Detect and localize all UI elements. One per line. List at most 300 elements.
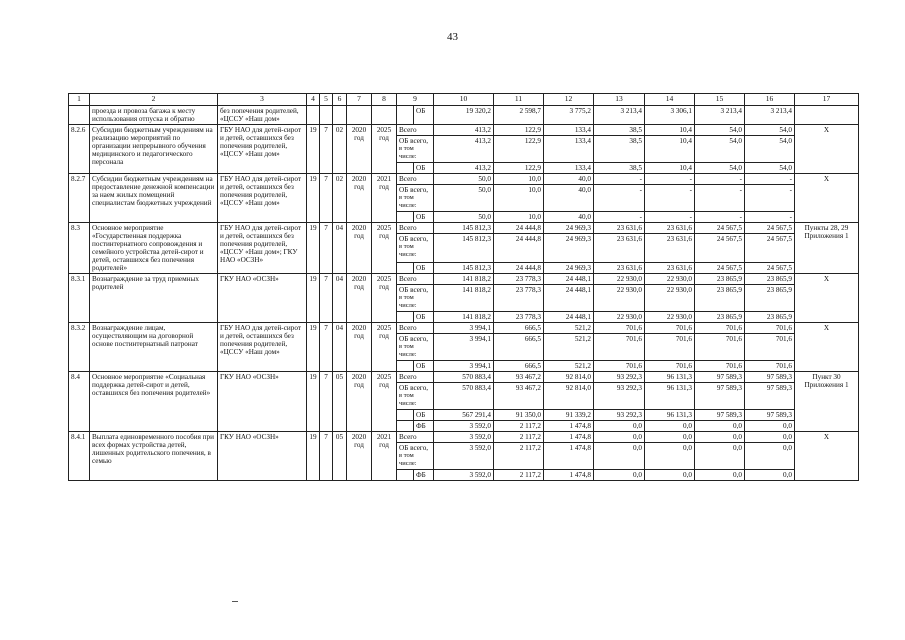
amount-cell: 24 969,3 [544, 234, 594, 262]
column-number-header: 17 [795, 94, 859, 106]
code-cell [307, 106, 320, 125]
amount-cell: 97 589,3 [695, 410, 745, 421]
amount-cell: 701,6 [745, 334, 795, 361]
amount-cell: 145 812,3 [434, 262, 494, 273]
code-cell: 04 [333, 274, 347, 323]
table-row [69, 125, 859, 136]
amount-cell: 133,4 [544, 125, 594, 136]
program-table [68, 93, 859, 481]
row-number-cell: 8.4 [69, 372, 90, 432]
column-number-header: 2 [90, 94, 218, 106]
amount-cell: 54,0 [745, 136, 795, 163]
amount-cell: 1 474,8 [544, 432, 594, 443]
column-number-header: 5 [320, 94, 333, 106]
end-year-cell: 2021 год [372, 432, 397, 481]
amount-cell: 93 292,3 [594, 410, 645, 421]
source-label-cell [397, 174, 434, 185]
source-label-cell [397, 125, 434, 136]
column-number-header: 16 [745, 94, 795, 106]
source-sublabel: в том числе: [399, 392, 417, 407]
code-cell [372, 106, 397, 125]
amount-cell: 23 631,6 [594, 223, 645, 234]
amount-cell: 3 592,0 [434, 470, 494, 481]
amount-cell: 54,0 [695, 136, 745, 163]
amount-cell: 50,0 [434, 212, 494, 223]
source-label-cell [397, 285, 434, 312]
column-number-header: 1 [69, 94, 90, 106]
amount-cell: - [695, 185, 745, 212]
source-sub-cell: ОБ [414, 410, 434, 421]
code-cell: 7 [320, 274, 333, 323]
source-label: ОБ всего, [399, 444, 429, 452]
code-cell: 7 [320, 223, 333, 274]
source-label-cell [397, 334, 434, 361]
reference-cell: X [795, 174, 859, 223]
row-number-cell [69, 106, 90, 125]
code-cell: 05 [333, 432, 347, 481]
amount-cell: 2 117,2 [494, 470, 544, 481]
amount-cell: 141 818,2 [434, 312, 494, 323]
table-row [69, 223, 859, 234]
row-number-cell: 8.4.1 [69, 432, 90, 481]
table-row [69, 106, 859, 125]
amount-cell: 133,4 [544, 163, 594, 174]
amount-cell: 92 814,0 [544, 383, 594, 410]
table-row [69, 372, 859, 383]
amount-cell: 40,0 [544, 212, 594, 223]
source-label: Всего [399, 126, 417, 134]
executor-cell: ГБУ НАО для детей-сирот и детей, оставшихся без попечения родителей, «ЦССУ «Наш дом» [218, 174, 307, 223]
amount-cell: 23 631,6 [594, 262, 645, 273]
amount-cell: 40,0 [544, 174, 594, 185]
code-cell: 04 [333, 223, 347, 274]
code-cell [333, 106, 347, 125]
amount-cell: 0,0 [645, 421, 695, 432]
amount-cell: 666,5 [494, 323, 544, 334]
reference-cell: X [795, 323, 859, 372]
amount-cell: 23 631,6 [594, 234, 645, 262]
amount-cell: 19 320,2 [434, 106, 494, 125]
source-sub-cell: ОБ [414, 361, 434, 372]
source-cell [397, 106, 414, 125]
amount-cell: - [594, 212, 645, 223]
amount-cell: 24 567,5 [745, 262, 795, 273]
end-year-cell: 2025 год [372, 223, 397, 274]
code-cell [320, 106, 333, 125]
table-row [69, 274, 859, 285]
amount-cell: 54,0 [695, 125, 745, 136]
amount-cell: 701,6 [695, 361, 745, 372]
activity-name-cell: проезда и провоза багажа к месту использования отпуска и обратно [90, 106, 218, 125]
amount-cell: 141 818,2 [434, 274, 494, 285]
column-number-header: 6 [333, 94, 347, 106]
amount-cell: - [745, 185, 795, 212]
header-row [69, 94, 859, 106]
column-number-header: 13 [594, 94, 645, 106]
code-cell: 02 [333, 125, 347, 174]
executor-cell: ГКУ НАО «ОСЗН» [218, 372, 307, 432]
code-cell [347, 106, 372, 125]
source-label: ОБ всего, [399, 286, 429, 294]
amount-cell: 97 589,3 [745, 372, 795, 383]
row-number-cell: 8.3 [69, 223, 90, 274]
end-year-cell: 2025 год [372, 372, 397, 432]
amount-cell: 23 631,6 [645, 262, 695, 273]
amount-cell: 93 292,3 [594, 383, 645, 410]
amount-cell: 122,9 [494, 163, 544, 174]
amount-cell: 24 444,8 [494, 223, 544, 234]
amount-cell: 701,6 [745, 361, 795, 372]
page-mark [232, 601, 238, 602]
row-number-cell: 8.2.7 [69, 174, 90, 223]
amount-cell: 0,0 [594, 421, 645, 432]
amount-cell: 10,0 [494, 174, 544, 185]
amount-cell: 1 474,8 [544, 443, 594, 470]
amount-cell: - [695, 212, 745, 223]
source-sublabel: в том числе: [399, 243, 417, 259]
table-row [69, 174, 859, 185]
source-indent-cell [397, 361, 414, 372]
amount-cell: 666,5 [494, 361, 544, 372]
source-indent-cell [397, 410, 414, 421]
amount-cell: 521,2 [544, 361, 594, 372]
amount-cell: 24 567,5 [695, 262, 745, 273]
amount-cell: 22 930,0 [594, 274, 645, 285]
end-year-cell: 2021 год [372, 174, 397, 223]
amount-cell: 92 814,0 [544, 372, 594, 383]
end-year-cell: 2025 год [372, 323, 397, 372]
amount-cell: 10,4 [645, 136, 695, 163]
source-sublabel: в том числе: [399, 343, 417, 358]
column-number-header: 12 [544, 94, 594, 106]
amount-cell: - [695, 174, 745, 185]
source-sublabel: в том числе: [399, 452, 417, 467]
reference-cell: X [795, 274, 859, 323]
amount-cell: 24 448,1 [544, 312, 594, 323]
amount-cell: 145 812,3 [434, 223, 494, 234]
start-year-cell: 2020 год [347, 372, 372, 432]
amount-cell: 3 994,1 [434, 334, 494, 361]
amount-cell: 23 778,3 [494, 285, 544, 312]
amount-cell: 91 350,0 [494, 410, 544, 421]
table-row [69, 323, 859, 334]
source-sub-cell: ОБ [414, 312, 434, 323]
code-cell: 7 [320, 372, 333, 432]
amount-cell: 122,9 [494, 125, 544, 136]
row-number-cell: 8.3.2 [69, 323, 90, 372]
amount-cell: 24 567,5 [695, 223, 745, 234]
start-year-cell: 2020 год [347, 174, 372, 223]
end-year-cell: 2025 год [372, 125, 397, 174]
amount-cell: 567 291,4 [434, 410, 494, 421]
amount-cell: 38,5 [594, 125, 645, 136]
amount-cell: 91 339,2 [544, 410, 594, 421]
amount-cell: 701,6 [745, 323, 795, 334]
amount-cell: 54,0 [695, 163, 745, 174]
amount-cell: 22 930,0 [645, 274, 695, 285]
reference-cell [795, 106, 859, 125]
column-number-header: 15 [695, 94, 745, 106]
amount-cell: 122,9 [494, 136, 544, 163]
source-sub-cell: ОБ [414, 106, 434, 125]
amount-cell: 1 474,8 [544, 470, 594, 481]
activity-name-cell: Основное мероприятие «Социальная поддержка детей-сирот и детей, оставшихся без попечения родителей» [90, 372, 218, 432]
amount-cell: 10,0 [494, 185, 544, 212]
reference-cell: Пункты 28, 29 Приложения 1 [795, 223, 859, 274]
amount-cell: 24 969,3 [544, 262, 594, 273]
executor-cell: ГБУ НАО для детей-сирот и детей, оставшихся без попечения родителей, «ЦССУ «Наш дом» [218, 323, 307, 372]
amount-cell: 22 930,0 [645, 285, 695, 312]
amount-cell: 54,0 [745, 125, 795, 136]
code-cell: 7 [320, 174, 333, 223]
activity-name-cell: Основное мероприятие «Государственная поддержка постинтернатного сопровождения и семейного устройства детей-сирот и детей, оставшихся без попечения родителей» [90, 223, 218, 274]
amount-cell: 97 589,3 [745, 410, 795, 421]
amount-cell: 38,5 [594, 136, 645, 163]
amount-cell: 23 865,9 [745, 285, 795, 312]
code-cell: 02 [333, 174, 347, 223]
amount-cell: 96 131,3 [645, 372, 695, 383]
amount-cell: 3 592,0 [434, 432, 494, 443]
source-label-cell [397, 274, 434, 285]
source-label-cell [397, 136, 434, 163]
amount-cell: 40,0 [544, 185, 594, 212]
end-year-cell: 2025 год [372, 274, 397, 323]
source-label-cell [397, 223, 434, 234]
amount-cell: 3 592,0 [434, 443, 494, 470]
amount-cell: 521,2 [544, 323, 594, 334]
amount-cell: - [645, 185, 695, 212]
source-label: ОБ всего, [399, 384, 429, 392]
code-cell: 19 [307, 174, 320, 223]
start-year-cell: 2020 год [347, 125, 372, 174]
start-year-cell: 2020 год [347, 432, 372, 481]
source-label: Всего [399, 324, 417, 332]
amount-cell: 54,0 [745, 163, 795, 174]
amount-cell: 24 448,1 [544, 274, 594, 285]
amount-cell: 2 598,7 [494, 106, 544, 125]
amount-cell: 93 292,3 [594, 372, 645, 383]
amount-cell: 38,5 [594, 163, 645, 174]
amount-cell: 93 467,2 [494, 383, 544, 410]
amount-cell: - [645, 212, 695, 223]
code-cell: 7 [320, 125, 333, 174]
amount-cell: 23 865,9 [695, 312, 745, 323]
amount-cell: 93 467,2 [494, 372, 544, 383]
amount-cell: 0,0 [695, 421, 745, 432]
code-cell: 19 [307, 372, 320, 432]
source-label-cell [397, 185, 434, 212]
source-label-cell [397, 234, 434, 262]
amount-cell: 50,0 [434, 185, 494, 212]
amount-cell: 701,6 [695, 323, 745, 334]
table-row [69, 432, 859, 443]
source-label-cell [397, 383, 434, 410]
amount-cell: 0,0 [645, 443, 695, 470]
code-cell: 19 [307, 274, 320, 323]
amount-cell: 0,0 [645, 470, 695, 481]
source-label-cell [397, 323, 434, 334]
amount-cell: 0,0 [745, 432, 795, 443]
amount-cell: 3 994,1 [434, 323, 494, 334]
amount-cell: - [745, 174, 795, 185]
activity-name-cell: Выплата единовременного пособия при всех формах устройства детей, лишенных родительского попечения, в семью [90, 432, 218, 481]
source-sublabel: в том числе: [399, 194, 417, 209]
amount-cell: 141 818,2 [434, 285, 494, 312]
row-number-cell: 8.3.1 [69, 274, 90, 323]
amount-cell: 23 865,9 [695, 285, 745, 312]
source-indent-cell [397, 262, 414, 273]
amount-cell: 0,0 [695, 432, 745, 443]
amount-cell: 23 865,9 [745, 312, 795, 323]
code-cell: 19 [307, 223, 320, 274]
amount-cell: 22 930,0 [645, 312, 695, 323]
executor-cell: ГКУ НАО «ОСЗН» [218, 274, 307, 323]
amount-cell: 22 930,0 [594, 285, 645, 312]
executor-cell: ГБУ НАО для детей-сирот и детей, оставшихся без попечения родителей, «ЦССУ «Наш дом» [218, 125, 307, 174]
source-label: ОБ всего, [399, 235, 429, 244]
amount-cell: 24 567,5 [745, 234, 795, 262]
source-sublabel: в том числе: [399, 145, 417, 160]
column-number-header: 7 [347, 94, 372, 106]
code-cell: 04 [333, 323, 347, 372]
source-label: Всего [399, 175, 417, 183]
amount-cell: 22 930,0 [594, 312, 645, 323]
amount-cell: 0,0 [594, 443, 645, 470]
amount-cell: 701,6 [594, 323, 645, 334]
amount-cell: 0,0 [745, 421, 795, 432]
amount-cell: 3 306,1 [645, 106, 695, 125]
source-label: ОБ всего, [399, 186, 429, 194]
column-number-header: 9 [397, 94, 434, 106]
amount-cell: 0,0 [695, 443, 745, 470]
amount-cell: 701,6 [594, 334, 645, 361]
amount-cell: 701,6 [645, 323, 695, 334]
amount-cell: 24 444,8 [494, 234, 544, 262]
amount-cell: 24 567,5 [695, 234, 745, 262]
amount-cell: 3 994,1 [434, 361, 494, 372]
amount-cell: 0,0 [645, 432, 695, 443]
amount-cell: 96 131,3 [645, 383, 695, 410]
code-cell: 7 [320, 432, 333, 481]
amount-cell: 666,5 [494, 334, 544, 361]
executor-cell: ГКУ НАО «ОСЗН» [218, 432, 307, 481]
amount-cell: 23 865,9 [745, 274, 795, 285]
amount-cell: 24 969,3 [544, 223, 594, 234]
amount-cell: 23 778,3 [494, 312, 544, 323]
amount-cell: 0,0 [594, 432, 645, 443]
amount-cell: - [645, 174, 695, 185]
activity-name-cell: Вознаграждение за труд приемных родителей [90, 274, 218, 323]
amount-cell: 3 213,4 [594, 106, 645, 125]
amount-cell: 413,2 [434, 125, 494, 136]
amount-cell: 24 567,5 [745, 223, 795, 234]
amount-cell: 701,6 [645, 361, 695, 372]
code-cell: 19 [307, 125, 320, 174]
amount-cell: 10,0 [494, 212, 544, 223]
source-label-cell [397, 443, 434, 470]
source-indent-cell [397, 470, 414, 481]
amount-cell: 0,0 [745, 470, 795, 481]
code-cell: 19 [307, 323, 320, 372]
source-indent-cell [397, 421, 414, 432]
source-sub-cell: ОБ [414, 163, 434, 174]
amount-cell: 521,2 [544, 334, 594, 361]
amount-cell: 2 117,2 [494, 443, 544, 470]
amount-cell: 413,2 [434, 136, 494, 163]
amount-cell: 0,0 [594, 470, 645, 481]
amount-cell: 97 589,3 [695, 383, 745, 410]
amount-cell: 701,6 [594, 361, 645, 372]
code-cell: 7 [320, 323, 333, 372]
amount-cell: 96 131,3 [645, 410, 695, 421]
executor-cell: ГБУ НАО для детей-сирот и детей, оставшихся без попечения родителей, «ЦССУ «Наш дом»; ГКУ НАО «ОСЗН» [218, 223, 307, 274]
amount-cell: 2 117,2 [494, 421, 544, 432]
source-indent-cell [397, 163, 414, 174]
amount-cell: 24 444,8 [494, 262, 544, 273]
start-year-cell: 2020 год [347, 223, 372, 274]
amount-cell: 0,0 [695, 470, 745, 481]
amount-cell: 413,2 [434, 163, 494, 174]
source-label: Всего [399, 224, 417, 232]
amount-cell: 97 589,3 [745, 383, 795, 410]
source-label: ОБ всего, [399, 137, 429, 145]
amount-cell: - [745, 212, 795, 223]
column-number-header: 11 [494, 94, 544, 106]
source-sub-cell: ФБ [414, 421, 434, 432]
source-label-cell [397, 432, 434, 443]
executor-cell: без попечения родителей, «ЦССУ «Наш дом» [218, 106, 307, 125]
source-label-cell [397, 372, 434, 383]
amount-cell: - [594, 185, 645, 212]
source-label: Всего [399, 275, 417, 283]
amount-cell: 23 865,9 [695, 274, 745, 285]
amount-cell: 1 474,8 [544, 421, 594, 432]
amount-cell: 97 589,3 [695, 372, 745, 383]
column-number-header: 4 [307, 94, 320, 106]
amount-cell: 24 448,1 [544, 285, 594, 312]
source-sub-cell: ОБ [414, 262, 434, 273]
amount-cell: 570 883,4 [434, 383, 494, 410]
column-number-header: 10 [434, 94, 494, 106]
amount-cell: 145 812,3 [434, 234, 494, 262]
source-sub-cell: ФБ [414, 470, 434, 481]
activity-name-cell: Субсидии бюджетным учреждениям на предоставление денежной компенсации за наем жилых помещений специалистам бюджетных учреждений [90, 174, 218, 223]
amount-cell: 3 592,0 [434, 421, 494, 432]
amount-cell: 701,6 [645, 334, 695, 361]
start-year-cell: 2020 год [347, 274, 372, 323]
activity-name-cell: Вознаграждение лицам, осуществляющим на договорной основе постинтернатный патронат [90, 323, 218, 372]
column-number-header: 8 [372, 94, 397, 106]
source-sub-cell: ОБ [414, 212, 434, 223]
amount-cell: 3 213,4 [745, 106, 795, 125]
code-cell: 05 [333, 372, 347, 432]
amount-cell: 570 883,4 [434, 372, 494, 383]
source-label: Всего [399, 433, 417, 441]
source-indent-cell [397, 312, 414, 323]
source-label: Всего [399, 373, 417, 381]
amount-cell: 23 631,6 [645, 223, 695, 234]
amount-cell: 10,4 [645, 125, 695, 136]
reference-cell: X [795, 125, 859, 174]
activity-name-cell: Субсидии бюджетным учреждениям на реализацию мероприятий по организации непрерывного обучения медицинского и педагогического персонала [90, 125, 218, 174]
amount-cell: 23 631,6 [645, 234, 695, 262]
amount-cell: 0,0 [745, 443, 795, 470]
column-number-header: 3 [218, 94, 307, 106]
amount-cell: 23 778,3 [494, 274, 544, 285]
start-year-cell: 2020 год [347, 323, 372, 372]
amount-cell: - [594, 174, 645, 185]
amount-cell: 50,0 [434, 174, 494, 185]
